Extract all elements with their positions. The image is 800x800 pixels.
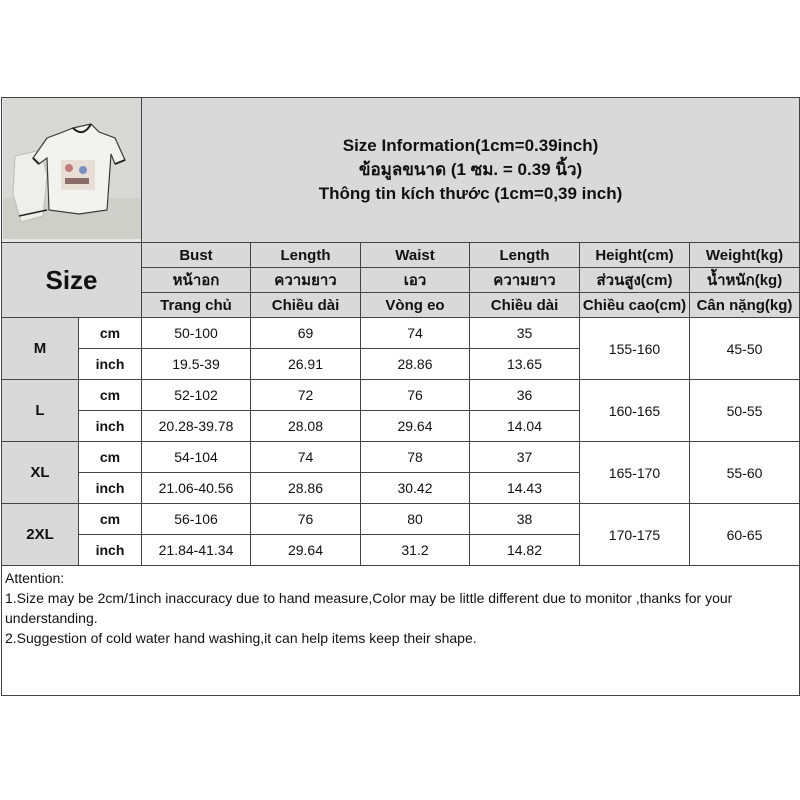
measure-cell: 80	[361, 504, 470, 535]
pajama-set-image	[3, 98, 141, 239]
measure-cell: 19.5-39	[142, 349, 251, 380]
col-bust-en: Bust	[142, 243, 251, 268]
attention-heading: Attention:	[5, 570, 65, 586]
measure-cell: 69	[251, 318, 361, 349]
measure-cell: 26.91	[251, 349, 361, 380]
col-bust-vi: Trang chủ	[142, 293, 251, 318]
measure-cell: 36	[470, 380, 580, 411]
measure-cell: 76	[251, 504, 361, 535]
col-waist-en: Waist	[361, 243, 470, 268]
measure-cell: 14.04	[470, 411, 580, 442]
col-bust-th: หน้าอก	[142, 268, 251, 293]
col-length2-en: Length	[470, 243, 580, 268]
col-height-th: ส่วนสูง(cm)	[580, 268, 690, 293]
measure-cell: 31.2	[361, 535, 470, 566]
title-en: Size Information(1cm=0.39inch)	[342, 136, 599, 155]
weight-cell: 60-65	[690, 504, 800, 566]
unit-label: inch	[79, 349, 142, 380]
measure-cell: 28.86	[251, 473, 361, 504]
height-cell: 165-170	[580, 442, 690, 504]
col-weight-en: Weight(kg)	[690, 243, 800, 268]
measure-cell: 74	[251, 442, 361, 473]
measure-cell: 29.64	[361, 411, 470, 442]
size-chart	[1, 97, 799, 703]
col-height-vi: Chiều cao(cm)	[580, 293, 690, 318]
weight-cell: 50-55	[690, 380, 800, 442]
unit-label: inch	[79, 473, 142, 504]
measure-cell: 72	[251, 380, 361, 411]
col-length2-vi: Chiều dài	[470, 293, 580, 318]
table-row	[2, 504, 800, 535]
table-row	[2, 442, 800, 473]
col-waist-th: เอว	[361, 268, 470, 293]
measure-cell: 74	[361, 318, 470, 349]
measure-cell: 29.64	[251, 535, 361, 566]
weight-cell: 55-60	[690, 442, 800, 504]
measure-cell: 21.84-41.34	[142, 535, 251, 566]
unit-label: cm	[79, 318, 142, 349]
measure-cell: 30.42	[361, 473, 470, 504]
size-label: M	[2, 318, 79, 380]
col-length-th: ความยาว	[251, 268, 361, 293]
col-waist-vi: Vòng eo	[361, 293, 470, 318]
col-weight-vi: Cân nặng(kg)	[690, 293, 800, 318]
attention-line-1: 1.Size may be 2cm/1inch inaccuracy due to hand measure,Color may be little different due to monitor ,thanks for your understanding.	[5, 590, 733, 626]
col-weight-th: น้ำหนัก(kg)	[690, 268, 800, 293]
product-photo	[2, 98, 142, 243]
attention-row	[2, 566, 800, 696]
measure-cell: 14.43	[470, 473, 580, 504]
measure-cell: 35	[470, 318, 580, 349]
measure-cell: 76	[361, 380, 470, 411]
measure-cell: 14.82	[470, 535, 580, 566]
unit-label: cm	[79, 380, 142, 411]
col-length2-th: ความยาว	[470, 268, 580, 293]
attention-notes	[2, 566, 800, 696]
unit-label: inch	[79, 535, 142, 566]
title-vi: Thông tin kích thước (1cm=0,39 inch)	[318, 184, 623, 203]
col-height-en: Height(cm)	[580, 243, 690, 268]
unit-label: cm	[79, 442, 142, 473]
height-cell: 160-165	[580, 380, 690, 442]
col-length-vi: Chiều dài	[251, 293, 361, 318]
size-header: Size	[2, 243, 142, 318]
measure-cell: 78	[361, 442, 470, 473]
unit-label: inch	[79, 411, 142, 442]
height-cell: 155-160	[580, 318, 690, 380]
measure-cell: 54-104	[142, 442, 251, 473]
measure-cell: 13.65	[470, 349, 580, 380]
measure-cell: 28.08	[251, 411, 361, 442]
measure-cell: 28.86	[361, 349, 470, 380]
table-row	[2, 380, 800, 411]
measure-cell: 21.06-40.56	[142, 473, 251, 504]
measure-cell: 38	[470, 504, 580, 535]
weight-cell: 45-50	[690, 318, 800, 380]
table-row	[2, 318, 800, 349]
size-table	[1, 97, 800, 696]
measure-cell: 56-106	[142, 504, 251, 535]
size-label: XL	[2, 442, 79, 504]
height-cell: 170-175	[580, 504, 690, 566]
measure-cell: 20.28-39.78	[142, 411, 251, 442]
col-length-en: Length	[251, 243, 361, 268]
title-block	[142, 98, 800, 243]
measure-cell: 50-100	[142, 318, 251, 349]
unit-label: cm	[79, 504, 142, 535]
measure-cell: 37	[470, 442, 580, 473]
size-label: 2XL	[2, 504, 79, 566]
attention-line-2: 2.Suggestion of cold water hand washing,it can help items keep their shape.	[5, 630, 477, 646]
title-th: ข้อมูลขนาด (1 ซม. = 0.39 นิ้ว)	[358, 160, 583, 179]
measure-cell: 52-102	[142, 380, 251, 411]
size-label: L	[2, 380, 79, 442]
